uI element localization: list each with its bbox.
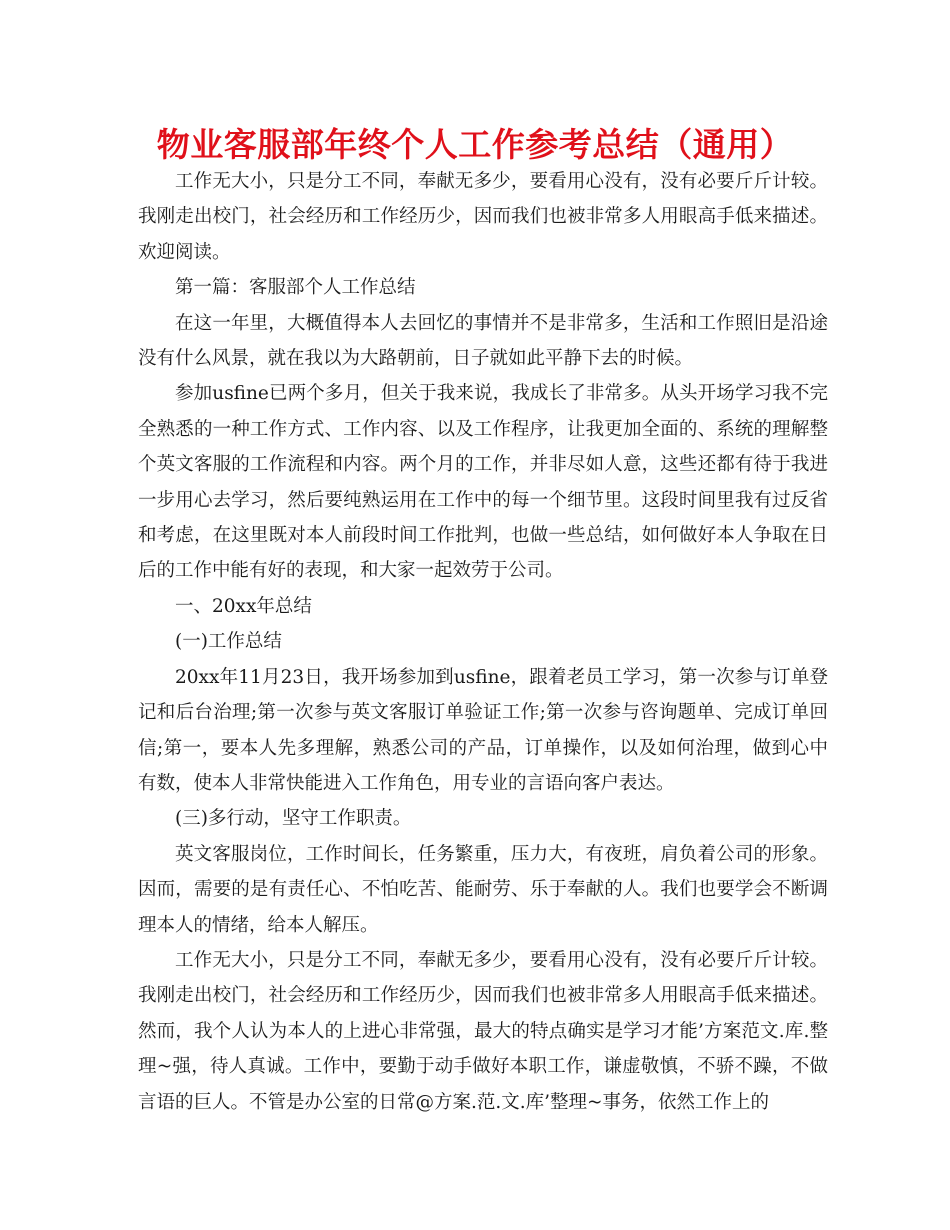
paragraph-subsection-heading: (一)工作总结: [175, 631, 282, 653]
paragraph-year-reflection: 在这一年里，大概值得本人去回忆的事情并不是非常多，生活和工作照旧是沿途没有什么风景，就在我以为大路朝前，日子就如此平静下去的时候。: [138, 312, 828, 370]
paragraph-work-summary: 20xx年11月23日，我开场参加到usfine，跟着老员工学习，第一次参与订单登记和后台治理;第一次参与英文客服订单验证工作;第一次参与咨询题单、完成订单回信;第一，要本人先多理解，熟悉公司的产品，订单操作，以及如何治理，做到心中有数，使本人非常快能进入工作角色，用专业的言语向客户表达。: [138, 666, 828, 794]
paragraph-job-duties: 英文客服岗位，工作时间长，任务繁重，压力大，有夜班，肩负着公司的形象。因而，需要的是有责任心、不怕吃苦、能耐劳、乐于奉献的人。我们也要学会不断调理本人的情绪，给本人解压。: [138, 843, 828, 936]
paragraph-joining: 参加usfine已两个多月，但关于我来说，我成长了非常多。从头开场学习我不完全熟悉的一种工作方式、工作内容、以及工作程序，让我更加全面的、系统的理解整个英文客服的工作流程和内容。两个月的工作，并非尽如人意，这些还都有待于我进一步用心去学习，然后要纯熟运用在工作中的每一个细节里。这段时间里我有过反省和考虑，在这里既对本人前段时间工作批判，也做一些总结，如何做好本人争取在日后的工作中能有好的表现，和大家一起效劳于公司。: [138, 383, 828, 582]
paragraph-subsection-three: (三)多行动，坚守工作职责。: [175, 808, 412, 830]
document-body: [138, 164, 828, 1120]
paragraph-section-heading: 一、20xx年总结: [175, 595, 312, 617]
paragraph-chapter-heading: 第一篇：客服部个人工作总结: [175, 277, 416, 299]
paragraph-closing: 工作无大小，只是分工不同，奉献无多少，要看用心没有，没有必要斤斤计较。我刚走出校门，社会经历和工作经历少，因而我们也被非常多人用眼高手低来描述。然而，我个人认为本人的上进心非常强，最大的特点确实是学习才能’方案范文.库.整理~强，待人真诚。工作中，要勤于动手做好本职工作，谦虚敬慎，不骄不躁，不做言语的巨人。不管是办公室的日常@方案.范.文.库’整理~事务，依然工作上的: [138, 949, 828, 1113]
document-title: 物业客服部年终个人工作参考总结（通用）: [156, 125, 794, 164]
paragraph-intro: 工作无大小，只是分工不同，奉献无多少，要看用心没有，没有必要斤斤计较。我刚走出校门，社会经历和工作经历少，因而我们也被非常多人用眼高手低来描述。欢迎阅读。: [138, 171, 828, 263]
